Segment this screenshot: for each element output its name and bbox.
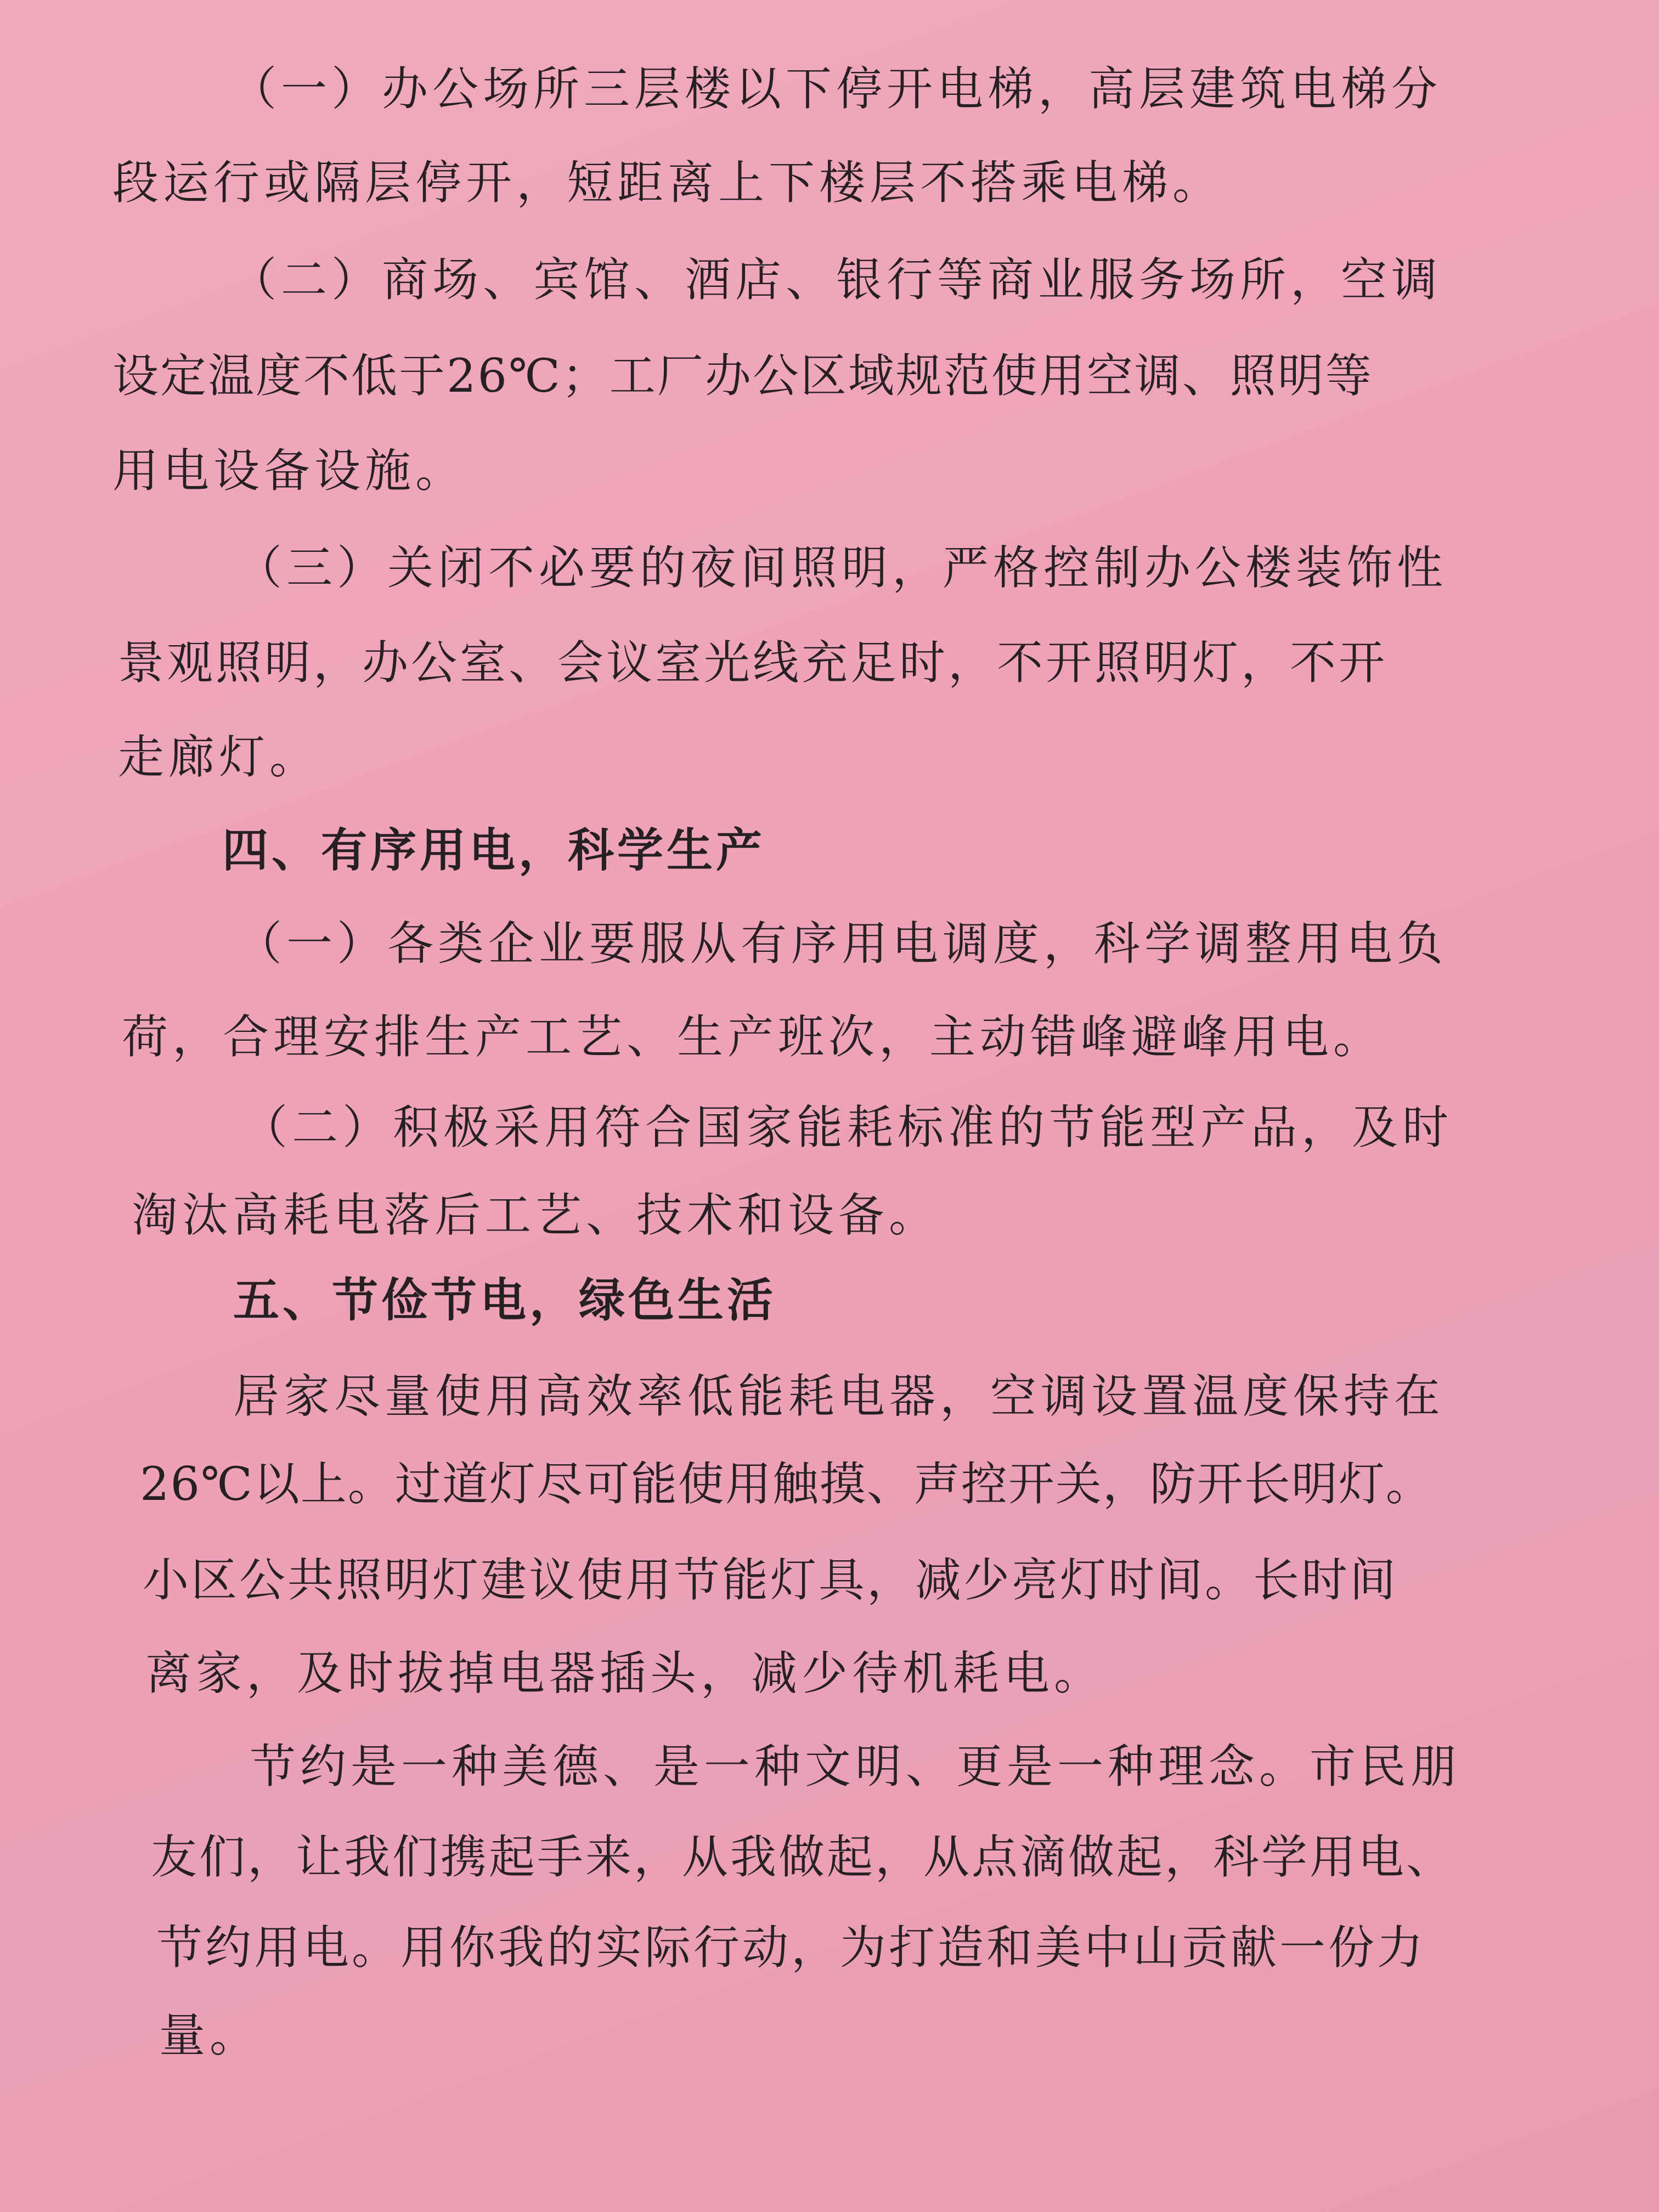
line-section3-item3-c: 走廊灯。: [118, 730, 320, 784]
line-closing-d: 量。: [159, 2008, 261, 2062]
heading-section-4: 四、有序用电，科学生产: [222, 823, 766, 877]
line-section4-item2-a: （二）积极采用符合国家能耗标准的节能型产品，及时: [241, 1101, 1453, 1154]
line-section3-item3-a: （三）关闭不必要的夜间照明，严格控制办公楼装饰性: [236, 541, 1448, 595]
line-closing-b: 友们，让我们携起手来，从我做起，从点滴做起，科学用电、: [151, 1830, 1455, 1884]
line-section5-d: 离家，及时拔掉电器插头，减少待机耗电。: [145, 1646, 1105, 1700]
line-section3-item2-c: 用电设备设施。: [112, 444, 466, 498]
line-section3-item2-a: （二）商场、宾馆、酒店、银行等商业服务场所，空调: [230, 253, 1442, 307]
line-closing-c: 节约用电。用你我的实际行动，为打造和美中山贡献一份力: [156, 1921, 1426, 1974]
line-section3-item3-b: 景观照明，办公室、会议室光线充足时，不开照明灯，不开: [118, 636, 1388, 690]
line-section3-item1-b: 段运行或隔层停开，短距离上下楼层不搭乘电梯。: [112, 156, 1223, 210]
line-closing-a: 节约是一种美德、是一种文明、更是一种理念。市民朋: [250, 1740, 1462, 1793]
line-section3-item2-b: 设定温度不低于26℃；工厂办公区域规范使用空调、照明等: [112, 349, 1373, 403]
line-section4-item2-b: 淘汰高耗电落后工艺、技术和设备。: [132, 1188, 940, 1242]
line-section4-item1-b: 荷，合理安排生产工艺、生产班次，主动错峰避峰用电。: [122, 1010, 1384, 1064]
line-section4-item1-a: （一）各类企业要服从有序用电调度，科学调整用电负: [236, 917, 1448, 970]
line-section5-b: 26℃以上。过道灯尽可能使用触摸、声控开关，防开长明灯。: [140, 1457, 1433, 1511]
heading-section-5: 五、节俭节电，绿色生活: [233, 1273, 777, 1327]
line-section3-item1-a: （一）办公场所三层楼以下停开电梯，高层建筑电梯分: [230, 62, 1442, 116]
line-section5-a: 居家尽量使用高效率低能耗电器，空调设置温度保持在: [233, 1369, 1445, 1423]
line-section5-c: 小区公共照明灯建议使用节能灯具，减少亮灯时间。长时间: [143, 1553, 1398, 1607]
